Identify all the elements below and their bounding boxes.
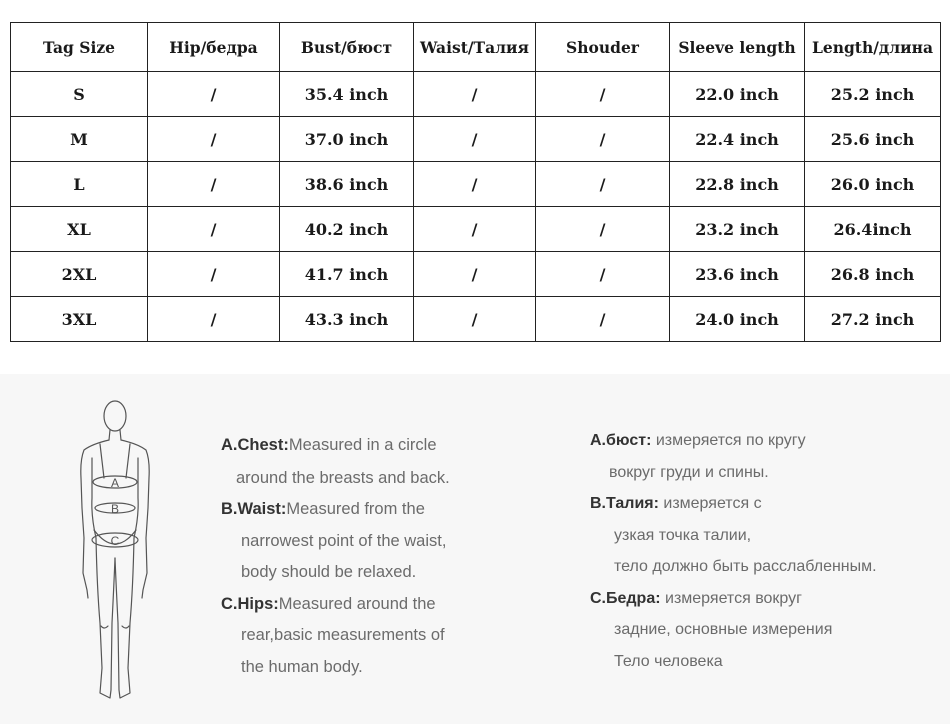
- table-row: [11, 252, 941, 297]
- ru-waist-text-2: узкая точка талии,: [614, 527, 752, 544]
- hips-text-3: the human body.: [241, 658, 363, 676]
- header-bust: Bust/бюст: [280, 23, 414, 72]
- chest-text-1: Measured in a circle: [288, 436, 437, 454]
- waist-text-1: Measured from the: [286, 500, 425, 518]
- table-header-row: [11, 23, 941, 72]
- ru-chest-text-1: измеряется по кругу: [651, 432, 806, 449]
- chest-text-2: around the breasts and back.: [236, 469, 450, 487]
- cell-sleeve: 24.0 inch: [670, 297, 805, 342]
- cell-length: 25.6 inch: [805, 117, 941, 162]
- waist-text-3: body should be relaxed.: [241, 563, 417, 581]
- measurement-guide-panel: [0, 374, 950, 724]
- ru-waist-line-1: [590, 495, 762, 513]
- header-hip: Hip/бедра: [148, 23, 280, 72]
- cell-waist: /: [414, 297, 536, 342]
- cell-size: 2XL: [11, 252, 148, 297]
- waist-text-2: narrowest point of the waist,: [241, 532, 447, 550]
- ru-waist-label: B.Талия:: [590, 495, 659, 512]
- hips-label: C.Hips:: [221, 595, 279, 613]
- cell-bust: 40.2 inch: [280, 207, 414, 252]
- ru-chest-label: A.бюст:: [590, 432, 652, 449]
- table-row: [11, 117, 941, 162]
- body-figure-illustration: [70, 398, 160, 710]
- header-waist: Waist/Талия: [414, 23, 536, 72]
- cell-shoulder: /: [536, 72, 670, 117]
- ru-hips-line-1: [590, 590, 802, 608]
- cell-shoulder: /: [536, 252, 670, 297]
- cell-waist: /: [414, 207, 536, 252]
- cell-sleeve: 23.6 inch: [670, 252, 805, 297]
- cell-size: XL: [11, 207, 148, 252]
- table-row: [11, 297, 941, 342]
- cell-bust: 35.4 inch: [280, 72, 414, 117]
- cell-bust: 43.3 inch: [280, 297, 414, 342]
- cell-size: L: [11, 162, 148, 207]
- ru-hips-text-1: измеряется вокруг: [660, 590, 802, 607]
- cell-shoulder: /: [536, 207, 670, 252]
- cell-size: S: [11, 72, 148, 117]
- header-sleeve-length: Sleeve length: [670, 23, 805, 72]
- cell-length: 26.0 inch: [805, 162, 941, 207]
- ru-waist-text-3: тело должно быть расслабленным.: [614, 558, 877, 575]
- cell-bust: 38.6 inch: [280, 162, 414, 207]
- cell-size: 3XL: [11, 297, 148, 342]
- cell-waist: /: [414, 162, 536, 207]
- cell-waist: /: [414, 117, 536, 162]
- ru-hips-label: C.Бедра:: [590, 590, 661, 607]
- cell-hip: /: [148, 117, 280, 162]
- hips-text-2: rear,basic measurements of: [241, 626, 445, 644]
- header-length: Length/длина: [805, 23, 941, 72]
- cell-sleeve: 22.8 inch: [670, 162, 805, 207]
- cell-hip: /: [148, 252, 280, 297]
- table-row: [11, 72, 941, 117]
- hips-line-1: [221, 595, 436, 614]
- cell-sleeve: 23.2 inch: [670, 207, 805, 252]
- cell-waist: /: [414, 252, 536, 297]
- figure-label-a: A: [110, 476, 120, 490]
- cell-hip: /: [148, 207, 280, 252]
- ru-chest-text-2: вокруг груди и спины.: [609, 464, 769, 481]
- cell-sleeve: 22.0 inch: [670, 72, 805, 117]
- header-tag-size: Tag Size: [11, 23, 148, 72]
- cell-bust: 37.0 inch: [280, 117, 414, 162]
- figure-label-b: B: [110, 502, 120, 516]
- ru-waist-text-1: измеряется с: [658, 495, 762, 512]
- size-chart-table: [10, 22, 941, 342]
- cell-shoulder: /: [536, 297, 670, 342]
- cell-size: M: [11, 117, 148, 162]
- ru-chest-line-1: [590, 432, 806, 450]
- hips-text-1: Measured around the: [278, 595, 436, 613]
- table-row: [11, 207, 941, 252]
- cell-hip: /: [148, 162, 280, 207]
- waist-line-1: [221, 500, 425, 519]
- chest-label: A.Chest:: [221, 436, 289, 454]
- cell-waist: /: [414, 72, 536, 117]
- header-shoulder: Shouder: [536, 23, 670, 72]
- ru-hips-text-3: Тело человека: [614, 653, 723, 670]
- figure-label-c: C: [110, 534, 120, 548]
- cell-length: 25.2 inch: [805, 72, 941, 117]
- chest-line-1: [221, 436, 437, 455]
- ru-hips-text-2: задние, основные измерения: [614, 621, 833, 638]
- cell-sleeve: 22.4 inch: [670, 117, 805, 162]
- cell-shoulder: /: [536, 117, 670, 162]
- cell-hip: /: [148, 72, 280, 117]
- cell-length: 27.2 inch: [805, 297, 941, 342]
- waist-label: B.Waist:: [221, 500, 287, 518]
- cell-hip: /: [148, 297, 280, 342]
- cell-bust: 41.7 inch: [280, 252, 414, 297]
- cell-length: 26.4inch: [805, 207, 941, 252]
- cell-shoulder: /: [536, 162, 670, 207]
- cell-length: 26.8 inch: [805, 252, 941, 297]
- table-row: [11, 162, 941, 207]
